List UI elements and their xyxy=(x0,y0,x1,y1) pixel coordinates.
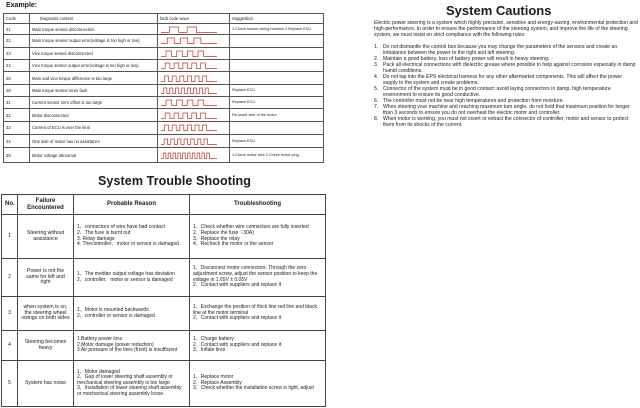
ts-reason-line: 2、The fuse is burnt out xyxy=(77,229,131,236)
fault-wave-cell xyxy=(158,24,230,35)
caution-item xyxy=(374,116,638,128)
ts-failure: Power is not the same for left and right xyxy=(18,259,74,297)
fault-diagnosis: Main torque sensor output error(voltage is too high or low) xyxy=(30,35,158,47)
ts-reason-line: 1.Battery power loss xyxy=(77,336,123,343)
caution-text: Do not dismantle the control box because you may change the parameters of the sensors and create an imbalance between the power to the right and left steering. xyxy=(383,44,618,56)
fault-diagnosis: Main and vice torque difference is too large xyxy=(30,72,158,84)
ts-fixes xyxy=(190,297,326,331)
wave-line xyxy=(161,27,217,33)
ts-failure: System has noise xyxy=(18,361,74,407)
fault-code-wave xyxy=(161,99,217,106)
caution-number: 7. xyxy=(374,104,379,110)
ts-reason-line: 3. Relay damage xyxy=(77,235,115,242)
fault-suggestion xyxy=(230,47,324,59)
fault-diagnosis: Motor voltage abnormal xyxy=(30,148,158,163)
header-troubleshooting: Troubleshooting xyxy=(190,195,326,215)
fault-diagnosis: Vice torque sensor disconnected xyxy=(30,47,158,59)
header-reason: Probable Reason xyxy=(74,195,190,215)
ts-fixes xyxy=(190,331,326,361)
fault-diagnosis: Motor disconnected xyxy=(30,109,158,121)
fault-suggestion: 1.Check sensor wiring harness 2.Replace ECU xyxy=(230,24,324,35)
system-cautions-list xyxy=(374,44,638,128)
ts-fix-line: 2、Contact with suppliers and replace it xyxy=(193,315,282,322)
fault-code: 25 xyxy=(4,72,30,84)
header-wave: fault code wave xyxy=(158,14,230,24)
fault-wave-cell xyxy=(158,148,230,163)
caution-text: Do not tap into the EPS electrical harness for any other aftermarket components. This will affect the power supply to the system and create problems. xyxy=(383,74,623,86)
fault-suggestion: Re-insert wire of the motor xyxy=(230,109,324,121)
ts-fix-line: 2、Contact with suppliers and replace it xyxy=(193,341,282,348)
fault-diagnosis: Current of ECU is over the limit xyxy=(30,121,158,134)
wave-line xyxy=(161,76,217,82)
wave-line xyxy=(161,100,217,106)
ts-fixes xyxy=(190,215,326,259)
wave-line xyxy=(161,51,217,57)
caution-item xyxy=(374,86,638,98)
fault-diagnosis: Current sensor zero offset is too large xyxy=(30,97,158,109)
header-no: No. xyxy=(2,195,18,215)
fault-diagnosis: Main torque sensor disconnection xyxy=(30,24,158,35)
wave-line xyxy=(161,38,217,44)
ts-table-header xyxy=(2,195,326,215)
trouble-shooting-table xyxy=(1,194,326,407)
caution-text: The controller must not be near high temperatures and protection from moisture. xyxy=(383,98,564,104)
fault-suggestion: 1.Check motor wire 2.Check motor plug xyxy=(230,148,324,163)
ts-reason-line: 1、The median output voltage has deviation xyxy=(77,270,175,277)
ts-reason-line: 1、Motor is mounted backwards xyxy=(77,306,149,313)
ts-reason-line: 2.Motor damage (power reduction) xyxy=(77,341,154,348)
fault-code-wave xyxy=(161,138,217,145)
fault-suggestion xyxy=(230,72,324,84)
wave-line xyxy=(161,113,217,119)
ts-reason-line: 2、controller、motor or sensor is damaged xyxy=(77,276,173,283)
fault-code: 28 xyxy=(4,84,30,96)
ts-fix-line: 2、Replace Assembly xyxy=(193,379,242,386)
ts-number: 4 xyxy=(2,331,18,361)
ts-reasons xyxy=(74,361,190,407)
fault-code: 21 xyxy=(4,24,30,35)
ts-failure: Steering without assistance xyxy=(18,215,74,259)
caution-number: 5. xyxy=(374,86,379,92)
fault-suggestion xyxy=(230,121,324,134)
fault-row xyxy=(4,135,324,148)
caution-number: 3. xyxy=(374,62,379,68)
ts-reasons xyxy=(74,331,190,361)
ts-reason-line: 1、connectors of wire have bad contact xyxy=(77,224,165,231)
ts-reason-line: 2、controller or sensor is damaged xyxy=(77,312,155,319)
fault-row xyxy=(4,24,324,35)
ts-reason-line: 1、Motor damaged xyxy=(77,368,120,375)
ts-failure: Steering becomes heavy xyxy=(18,331,74,361)
fault-code-wave xyxy=(161,37,217,44)
ts-failure: when system is on, the steering wheel swings on both sides xyxy=(18,297,74,331)
ts-fix-line: 3、Check whether the installation screw is tight, adjust xyxy=(193,385,314,392)
caution-text: Maintain a good battery, loss of battery power will result in heavy steering. xyxy=(383,56,550,62)
fault-wave-cell xyxy=(158,84,230,96)
wave-line xyxy=(161,125,217,131)
wave-line xyxy=(161,153,217,159)
fault-wave-cell xyxy=(158,72,230,84)
caution-text: Connector of the system must be in good contact: avoid laying connectors in damp, high temperature environment to ensure its good conductive. xyxy=(383,86,611,98)
fault-code: 38 xyxy=(4,148,30,163)
ts-fix-line: 3、Inflate tires xyxy=(193,347,226,354)
ts-reason-line: 3 Air pressure of the tires (front) is insufficient xyxy=(77,347,178,354)
ts-fix-line: 1、Replace motor xyxy=(193,374,234,381)
ts-fix-line: 2、Replace the fuse（30A) xyxy=(193,229,254,236)
fault-wave-cell xyxy=(158,47,230,59)
ts-reasons xyxy=(74,259,190,297)
fault-suggestion: Replace ECU xyxy=(230,97,324,109)
fault-row xyxy=(4,35,324,47)
ts-fix-line: 3、Replace the relay xyxy=(193,235,240,242)
trouble-shooting-title: System Trouble Shooting xyxy=(98,174,252,188)
caution-text: When motor is working, you must not insert or extract the connector of controller, motor and sensor to protect them from its shocks of the current. xyxy=(383,116,629,128)
fault-code-table xyxy=(3,13,324,163)
header-failure: Failure Encountered xyxy=(18,195,74,215)
fault-code: 31 xyxy=(4,97,30,109)
wave-line xyxy=(161,88,217,94)
caution-number: 1. xyxy=(374,44,379,50)
fault-suggestion xyxy=(230,60,324,72)
ts-reasons xyxy=(74,297,190,331)
header-suggestion: Suggestion xyxy=(230,14,324,24)
ts-fixes xyxy=(190,361,326,407)
caution-number: 8. xyxy=(374,116,379,122)
ts-fix-line: 4、Recheck the motor or the sensor xyxy=(193,241,274,248)
fault-code-wave xyxy=(161,50,217,57)
fault-suggestion: Replace ECU xyxy=(230,135,324,148)
fault-suggestion: Replace ECU xyxy=(230,84,324,96)
wave-line xyxy=(161,63,217,69)
ts-number: 1 xyxy=(2,215,18,259)
ts-row xyxy=(2,331,326,361)
system-cautions-title: System Cautions xyxy=(446,3,552,18)
header-code: Code xyxy=(4,14,30,24)
ts-row xyxy=(2,259,326,297)
fault-code: 34 xyxy=(4,135,30,148)
ts-fix-line: 1、Charge battery xyxy=(193,336,234,343)
wave-line xyxy=(161,139,217,145)
caution-item xyxy=(374,44,638,56)
header-diagnosis: Diagnosis content xyxy=(30,14,158,24)
fault-code-wave xyxy=(161,152,217,159)
fault-suggestion xyxy=(230,35,324,47)
fault-code-wave xyxy=(161,124,217,131)
caution-item xyxy=(374,74,638,86)
ts-fix-line: 2、Contact with suppliers and replace it xyxy=(193,282,282,289)
ts-fix-line: 1、Check whether wire connectors are fully inserted xyxy=(193,224,309,231)
caution-item xyxy=(374,104,638,116)
fault-wave-cell xyxy=(158,35,230,47)
fault-code-wave xyxy=(161,112,217,119)
fault-code: 32 xyxy=(4,109,30,121)
ts-fix-line: 1、Exchange the position of thick line red line and black line at the motor terminal xyxy=(193,304,317,316)
caution-item xyxy=(374,62,638,74)
ts-fixes xyxy=(190,259,326,297)
fault-row xyxy=(4,148,324,163)
ts-reason-line: 3、Installation of lower steering shaft assembly or mechanical steering assembly loose xyxy=(77,385,182,397)
ts-fix-line: 1、Disconnect motor connectors. Through the zero adjustment screw, adjust the sensor position to keep the voltage in 1.65V ± 0.05V xyxy=(193,265,318,283)
fault-wave-cell xyxy=(158,60,230,72)
caution-text: Pack all electrical connections with dielectric grease where possible to help against corrosion especially in damp humid conditions. xyxy=(383,62,636,74)
fault-wave-cell xyxy=(158,109,230,121)
ts-row xyxy=(2,297,326,331)
fault-wave-cell xyxy=(158,121,230,134)
fault-code-wave xyxy=(161,75,217,82)
fault-row xyxy=(4,121,324,134)
fault-diagnosis: Main torque sensor inner fault xyxy=(30,84,158,96)
fault-code: 24 xyxy=(4,60,30,72)
caution-number: 6. xyxy=(374,98,379,104)
fault-code-wave xyxy=(161,87,217,94)
fault-row xyxy=(4,72,324,84)
fault-table-header xyxy=(4,14,324,24)
fault-row xyxy=(4,109,324,121)
fault-code-wave xyxy=(161,62,217,69)
ts-reason-line: 2、Gap of lower steering shaft assembly or mechanical steering assembly is too large xyxy=(77,374,173,386)
fault-row xyxy=(4,47,324,59)
caution-text: When steering your machine and reaching maximum turn angle, do not hold that maximum position for longer than 3 seconds to ensure you do not overheat the electric motor and controller. xyxy=(383,104,630,116)
fault-code: 33 xyxy=(4,121,30,134)
fault-code: 22 xyxy=(4,35,30,47)
example-label: Example: xyxy=(6,2,38,9)
fault-diagnosis: One side of motor has no assistance xyxy=(30,135,158,148)
system-cautions-intro: Electric power steering is a system which highly precision, sensitive and energy-saving, environmental protection and high-performance. In order to ensure the performance of the steering system, and improve the life of the steering system, we must insist on strict compliance with the following rules: xyxy=(374,20,638,38)
ts-reason-line: 4. Thecontroller、motor or sensor is damaged xyxy=(77,241,179,248)
caution-number: 4. xyxy=(374,74,379,80)
ts-row xyxy=(2,361,326,407)
ts-row xyxy=(2,215,326,259)
fault-row xyxy=(4,60,324,72)
ts-number: 2 xyxy=(2,259,18,297)
fault-row xyxy=(4,97,324,109)
ts-number: 5 xyxy=(2,361,18,407)
ts-number: 3 xyxy=(2,297,18,331)
fault-wave-cell xyxy=(158,135,230,148)
fault-code: 23 xyxy=(4,47,30,59)
fault-wave-cell xyxy=(158,97,230,109)
caution-number: 2. xyxy=(374,56,379,62)
fault-diagnosis: Vice torque sensor output error(voltage is too high or low) xyxy=(30,60,158,72)
ts-reasons xyxy=(74,215,190,259)
fault-row xyxy=(4,84,324,96)
fault-code-wave xyxy=(161,26,217,33)
